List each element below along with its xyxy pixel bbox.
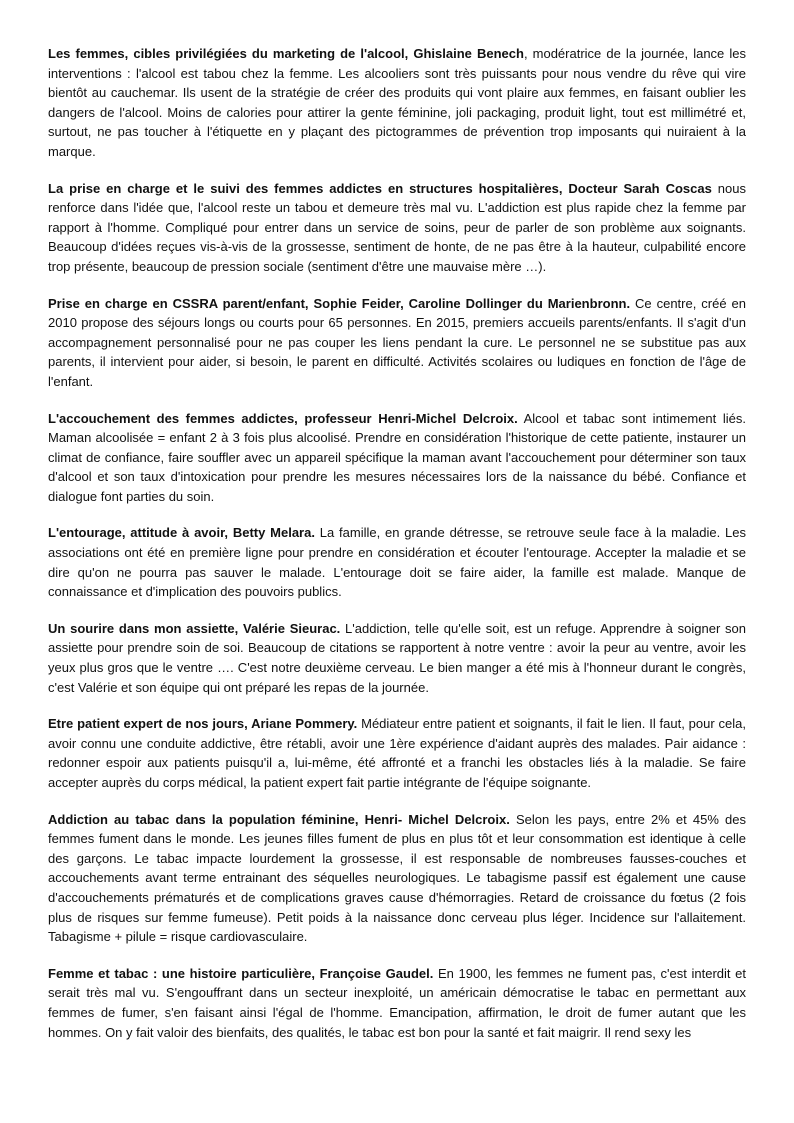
paragraph-body: , modératrice de la journée, lance les interventions : l'alcool est tabou chez la femme. Les alcooliers sont très puissants pour nous vendre du rêve qui vire bientôt au cauchemar. Ils usent de la stratégie de créer des produits qui vont plaire aux femmes, en faisant oublier les dangers de l'alcool. Moins de calories pour attirer la gente féminine, joli packaging, produit light, tout est millimétré et, surtout, ne pas toucher à l'étiquette en y plaçant des pictogrammes de prévention trop imposants qui nuiraient à la marque. — [48, 46, 746, 159]
paragraph-title: Femme et tabac : une histoire particulière, Françoise Gaudel. — [48, 965, 434, 981]
paragraph-title: Etre patient expert de nos jours, Ariane Pommery. — [48, 716, 358, 732]
paragraph-marketing-alcool — [48, 44, 746, 162]
paragraph-sourire-assiette — [48, 619, 746, 697]
paragraph-body: En 1900, les femmes ne fument pas, c'est interdit et serait très mal vu. S'engouffrant dans un secteur inexploité, un américain démocratise le tabac en permettant aux femmes de fumer, s'en faisant ainsi l'égal de l'homme. Emancipation, affirmation, le droit de fumer autant que les hommes. On y fait valoir des bienfaits, des qualités, le tabac est bon pour la santé et fait maigrir. Il rend sexy les — [48, 965, 746, 1040]
paragraph-body: nous renforce dans l'idée que, l'alcool reste un tabou et demeure très mal vu. L'addiction est plus rapide chez la femme par rapport à l'homme. Compliqué pour entrer dans un service de soins, peur de parler de son problème aux soignants. Beaucoup d'idées reçues vis-à-vis de la grossesse, sentiment de honte, de ne pas être à la hauteur, culpabilité encore trop présente, beaucoup de pression sociale (sentiment d'être une mauvaise mère …). — [48, 180, 746, 274]
paragraph-title: Addiction au tabac dans la population féminine, Henri- Michel Delcroix. — [48, 811, 510, 827]
paragraph-body: Selon les pays, entre 2% et 45% des femmes fument dans le monde. Les jeunes filles fument de plus en plus tôt et leur consommation est identique à celle des garçons. Le tabac impacte lourdement la grossesse, il est responsable de nombreuses fausses-couches et accouchements avant terme entrainant des séquelles neurologiques. Le tabagisme passif est également une cause d'accouchements prématurés et de complications graves cause d'hémorragies. Retard de croissance du fœtus (2 fois plus de risques sur femme fumeuse). Petit poids à la naissance donc cerveau plus léger. Incidence sur l'allaitement. Tabagisme + pilule = risque cardiovasculaire. — [48, 811, 746, 945]
paragraph-prise-en-charge-hospitaliere — [48, 179, 746, 277]
paragraph-patient-expert — [48, 714, 746, 792]
paragraph-title: Les femmes, cibles privilégiées du marketing de l'alcool, Ghislaine Benech — [48, 46, 524, 61]
paragraph-title: Prise en charge en CSSRA parent/enfant, Sophie Feider, Caroline Dollinger du Marienbronn. — [48, 295, 631, 311]
paragraph-body: Médiateur entre patient et soignants, il fait le lien. Il faut, pour cela, avoir connu une conduite addictive, être rétabli, avoir une 1ère expérience d'aidant auprès des malades. Pair aidance : redonner espoir aux patients puisqu'il a, lui-même, été affronté et a franchi les obstacles liés à la maladie. Se faire accepter auprès du corps médical, la patient expert fait partie intégrante de l'équipe soignante. — [48, 716, 746, 790]
paragraph-title: L'entourage, attitude à avoir, Betty Melara. — [48, 525, 315, 541]
paragraph-body: La famille, en grande détresse, se retrouve seule face à la maladie. Les associations ont été en première ligne pour prendre en considération et écouter l'entourage. Accepter la maladie et se dire qu'on ne pourra pas sauver le malade. L'entourage doit se faire aider, la famille est malade. Manque de connaissance et d'implication des pouvoirs publics. — [48, 525, 746, 600]
paragraph-body: L'addiction, telle qu'elle soit, est un refuge. Apprendre à soigner son assiette pour prendre soin de soi. Beaucoup de citations se rapportent à notre ventre : avoir la peur au ventre, avoir les yeux plus gros que le ventre …. C'est notre deuxième cerveau. Le bien manger a été mis à l'honneur durant le congrès, c'est Valérie et son équipe qui ont préparé les repas de la journée. — [48, 620, 746, 695]
paragraph-femme-et-tabac — [48, 964, 746, 1042]
document-page — [48, 44, 746, 1059]
paragraph-body: Alcool et tabac sont intimement liés. Maman alcoolisée = enfant 2 à 3 fois plus alcoolisé. Prendre en considération l'historique de cette patiente, instaurer un climat de confiance, faire souffler avec un appareil spécifique la maman avant l'accouchement pour déterminer son taux d'alcool et son taux d'intoxication pour prendre les mesures nécessaires lors de la naissance du bébé. Confiance et dialogue font parties du soin. — [48, 410, 746, 504]
paragraph-title: La prise en charge et le suivi des femmes addictes en structures hospitalières, Docteur Sarah Coscas — [48, 180, 712, 196]
paragraph-tabac-feminin — [48, 810, 746, 947]
paragraph-title: Un sourire dans mon assiette, Valérie Sieurac. — [48, 620, 341, 636]
paragraph-accouchement — [48, 409, 746, 507]
paragraph-entourage — [48, 523, 746, 601]
paragraph-body: Ce centre, créé en 2010 propose des séjours longs ou courts pour 65 personnes. En 2015, premiers accueils parents/enfants. Il s'agit d'un accompagnement personnalisé pour ne pas couper les liens pendant la cure. Le personnel ne se substitue pas aux parents, il intervient pour aider, si besoin, le parent en difficulté. Activités scolaires ou ludiques en fonction de l'âge de l'enfant. — [48, 295, 746, 389]
paragraph-cssra-parent-enfant — [48, 294, 746, 392]
paragraph-title: L'accouchement des femmes addictes, professeur Henri-Michel Delcroix. — [48, 410, 518, 426]
